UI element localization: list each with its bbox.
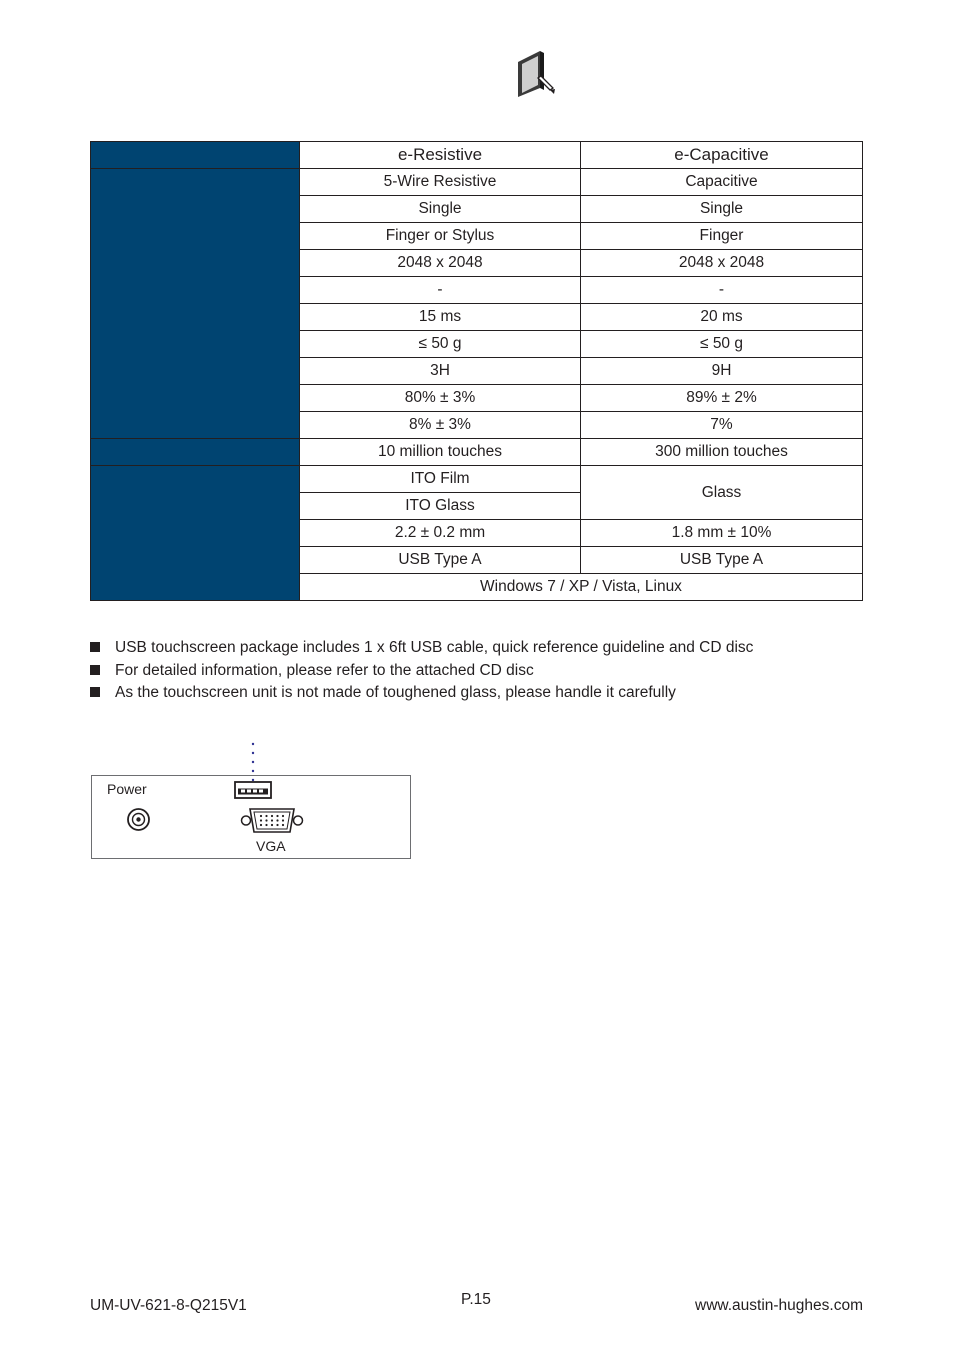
usb-port-icon [234,781,272,799]
cell-capacitive: Single [581,196,863,223]
cell-resistive: 2048 x 2048 [300,250,581,277]
note-text: As the touchscreen unit is not made of toughened glass, please handle it carefully [115,684,676,701]
bullet-square-icon [90,665,100,675]
cell-capacitive: USB Type A [581,547,863,574]
spec-table [90,141,863,601]
power-port-icon [126,807,151,832]
cell-resistive: 3H [300,358,581,385]
note-item [90,684,676,702]
cell-resistive: 8% ± 3% [300,412,581,439]
note-text: For detailed information, please refer to the attached CD disc [115,662,534,679]
power-label: Power [107,781,147,797]
cell-os-support: Windows 7 / XP / Vista, Linux [300,574,863,601]
cell-resistive: ≤ 50 g [300,331,581,358]
cell-resistive: ITO Film [300,466,581,493]
cell-capacitive: Finger [581,223,863,250]
label-cell [91,439,300,466]
cell-resistive: USB Type A [300,547,581,574]
cell-resistive: 2.2 ± 0.2 mm [300,520,581,547]
cell-capacitive: ≤ 50 g [581,331,863,358]
header-capacitive: e-Capacitive [581,142,863,169]
cell-capacitive: 2048 x 2048 [581,250,863,277]
footer-page-number: P.15 [461,1291,491,1308]
table-row [91,169,863,196]
header-resistive: e-Resistive [300,142,581,169]
label-cell [91,169,300,439]
cell-resistive: 80% ± 3% [300,385,581,412]
cell-resistive: Finger or Stylus [300,223,581,250]
cell-capacitive: 20 ms [581,304,863,331]
cell-resistive: 10 million touches [300,439,581,466]
bullet-square-icon [90,642,100,652]
cell-capacitive: 300 million touches [581,439,863,466]
footer-website: www.austin-hughes.com [695,1297,863,1314]
cell-capacitive: - [581,277,863,304]
footer-doc-code: UM-UV-621-8-Q215V1 [90,1297,247,1314]
vga-port-icon [240,807,304,834]
touchscreen-icon [514,48,558,98]
vga-label: VGA [256,838,286,854]
cell-resistive: ITO Glass [300,493,581,520]
table-row [91,439,863,466]
cell-resistive: Single [300,196,581,223]
cell-capacitive: 9H [581,358,863,385]
note-item [90,662,534,680]
label-cell [91,142,300,169]
table-row [91,466,863,493]
cell-resistive: 5-Wire Resistive [300,169,581,196]
cell-resistive: 15 ms [300,304,581,331]
cell-capacitive: 7% [581,412,863,439]
cell-capacitive: 1.8 mm ± 10% [581,520,863,547]
label-cell [91,466,300,601]
cell-capacitive: 89% ± 2% [581,385,863,412]
bullet-square-icon [90,687,100,697]
cell-capacitive: Capacitive [581,169,863,196]
cell-capacitive: Glass [581,466,863,520]
cell-resistive: - [300,277,581,304]
table-header-row [91,142,863,169]
note-text: USB touchscreen package includes 1 x 6ft USB cable, quick reference guideline and CD disc [115,639,754,656]
note-item [90,639,753,657]
